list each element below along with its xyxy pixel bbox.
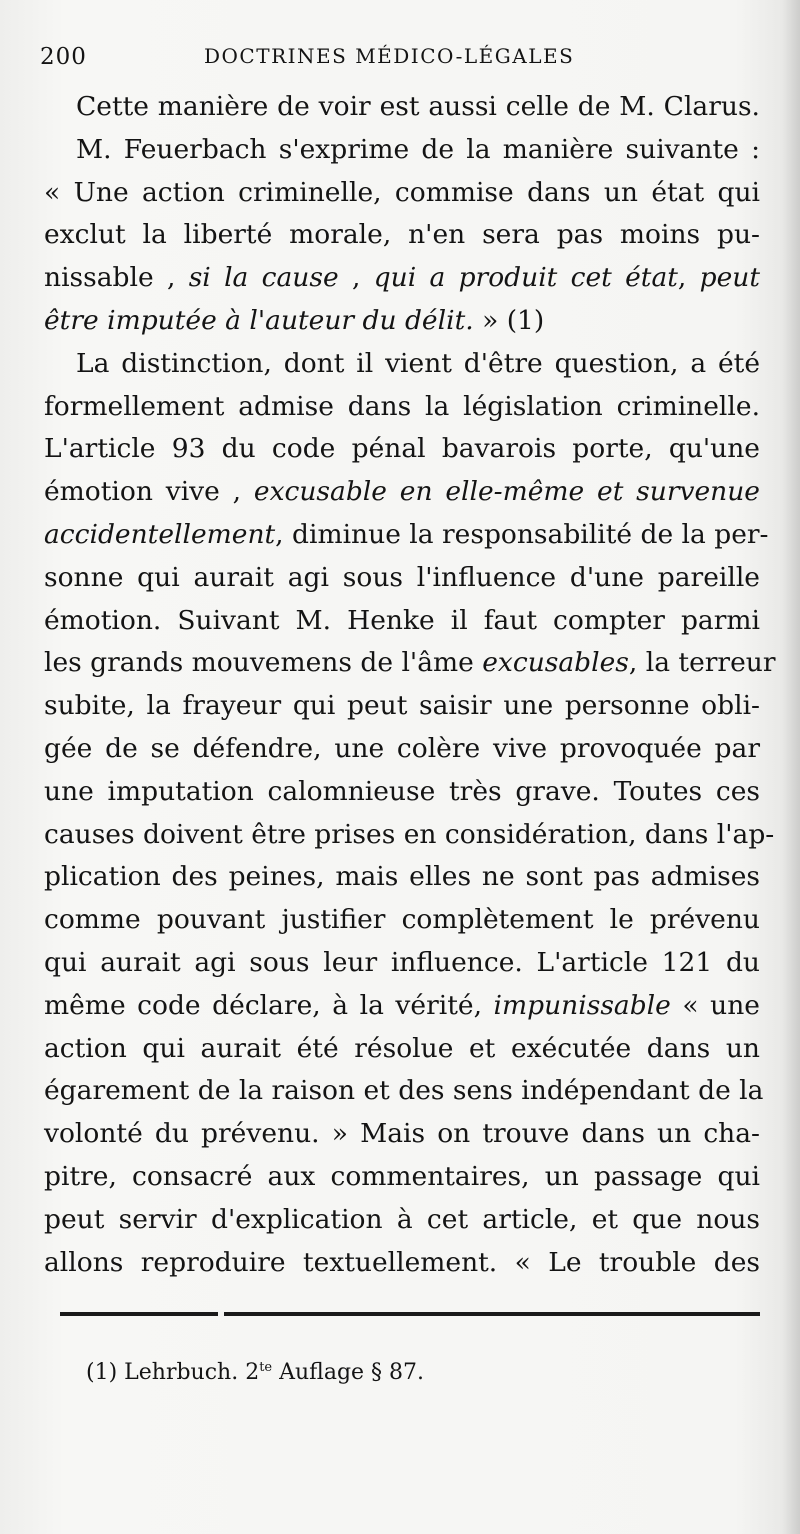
text-span: Cette manière de voir est aussi celle de M. Clarus. [76,91,760,122]
text-line [44,471,760,514]
page-gutter-shadow [782,0,800,1534]
text-span: allons reproduire textuellement. « Le trouble des [44,1246,760,1278]
text-line [44,814,775,857]
text-span: , diminue la responsabilité de la per- [275,518,769,550]
text-line [44,514,769,557]
page-number: 200 [40,44,87,70]
text-line [44,129,760,172]
italic-span: être imputée à l'auteur du délit. [44,304,474,336]
text-span: les grands mouvemens de l'âme [44,647,483,679]
italic-span: peut [699,262,761,294]
italic-span: qui a produit cet état [373,262,678,294]
page-header [40,44,760,74]
text-line [44,300,760,343]
body-text [44,86,776,1284]
text-span: exclut la liberté morale, n'en sera pas moins pu- [44,219,760,251]
text-line [44,942,760,985]
text-line [44,557,760,600]
text-line [44,1028,760,1071]
text-span: formellement admise dans la législation criminelle. [44,390,760,422]
text-span: L'article 93 du code pénal bavarois porte, qu'une [44,433,760,465]
italic-span: excusables [482,647,629,679]
text-span: égarement de la raison et des sens indépendant de la [44,1075,764,1107]
text-span: « une [670,989,760,1021]
text-line [44,600,760,643]
text-line [44,1113,760,1156]
text-line [44,1199,760,1242]
text-line [44,1242,760,1285]
text-line [44,899,760,942]
text-line [44,856,760,899]
text-span: subite, la frayeur qui peut saisir une personne obli- [44,690,760,722]
text-span: même code déclare, à la vérité, [44,989,494,1021]
text-span: , [338,262,374,294]
text-span: , [677,262,700,294]
text-span: peut servir d'explication à cet article, et que nous [44,1203,760,1235]
text-span: » (1) [473,304,545,336]
footnote-suffix: Auflage § 87. [272,1360,425,1385]
text-line [44,771,760,814]
text-line [44,386,760,429]
text-line [44,214,760,257]
italic-span: excusable en elle-même et survenue [253,476,760,508]
text-line [44,642,776,685]
text-line [44,257,760,300]
text-span: , la terreur [628,647,776,679]
text-span: action qui aurait été résolue et exécutée dans un [44,1032,760,1064]
text-line [44,685,760,728]
italic-span: si la cause [188,262,339,294]
text-span: plication des peines, mais elles ne sont pas admises [44,861,760,893]
footnote-separator-rule [60,1312,760,1316]
text-line [44,172,760,215]
text-line [44,343,760,386]
running-title: DOCTRINES MÉDICO-LÉGALES [204,44,575,68]
text-span: « Une action criminelle, commise dans un état qui [44,176,760,208]
text-span: une imputation calomnieuse très grave. Toutes ces [44,775,760,807]
text-line [44,428,760,471]
italic-span: impunissable [493,989,671,1021]
footnote-prefix: (1) Lehrbuch. 2 [86,1360,260,1385]
text-span: émotion. Suivant M. Henke il faut compter parmi [44,604,760,636]
text-span: nissable , [44,262,189,294]
text-line [44,86,760,129]
text-line [44,985,760,1028]
text-line [44,1070,764,1113]
text-span: émotion vive , [44,476,254,508]
text-span: M. Feuerbach s'exprime de la manière suivante : [76,133,760,165]
footnote [86,1360,424,1385]
text-span: sonne qui aurait agi sous l'influence d'une pareille [44,561,760,593]
text-span: gée de se défendre, une colère vive provoquée par [44,732,760,764]
text-span: qui aurait agi sous leur influence. L'article 121 du [44,946,760,978]
footnote-superscript: te [259,1360,273,1375]
text-span: volonté du prévenu. » Mais on trouve dans un cha- [44,1118,760,1150]
text-span: La distinction, dont il vient d'être question, a été [76,347,760,379]
text-span: pitre, consacré aux commentaires, un passage qui [44,1160,760,1192]
text-line [44,728,760,771]
rule-break [218,1311,224,1317]
text-span: causes doivent être prises en considération, dans l'ap- [44,818,775,850]
text-line [44,1156,760,1199]
italic-span: accidentellement [44,518,276,550]
text-span: comme pouvant justifier complètement le prévenu [44,904,760,936]
